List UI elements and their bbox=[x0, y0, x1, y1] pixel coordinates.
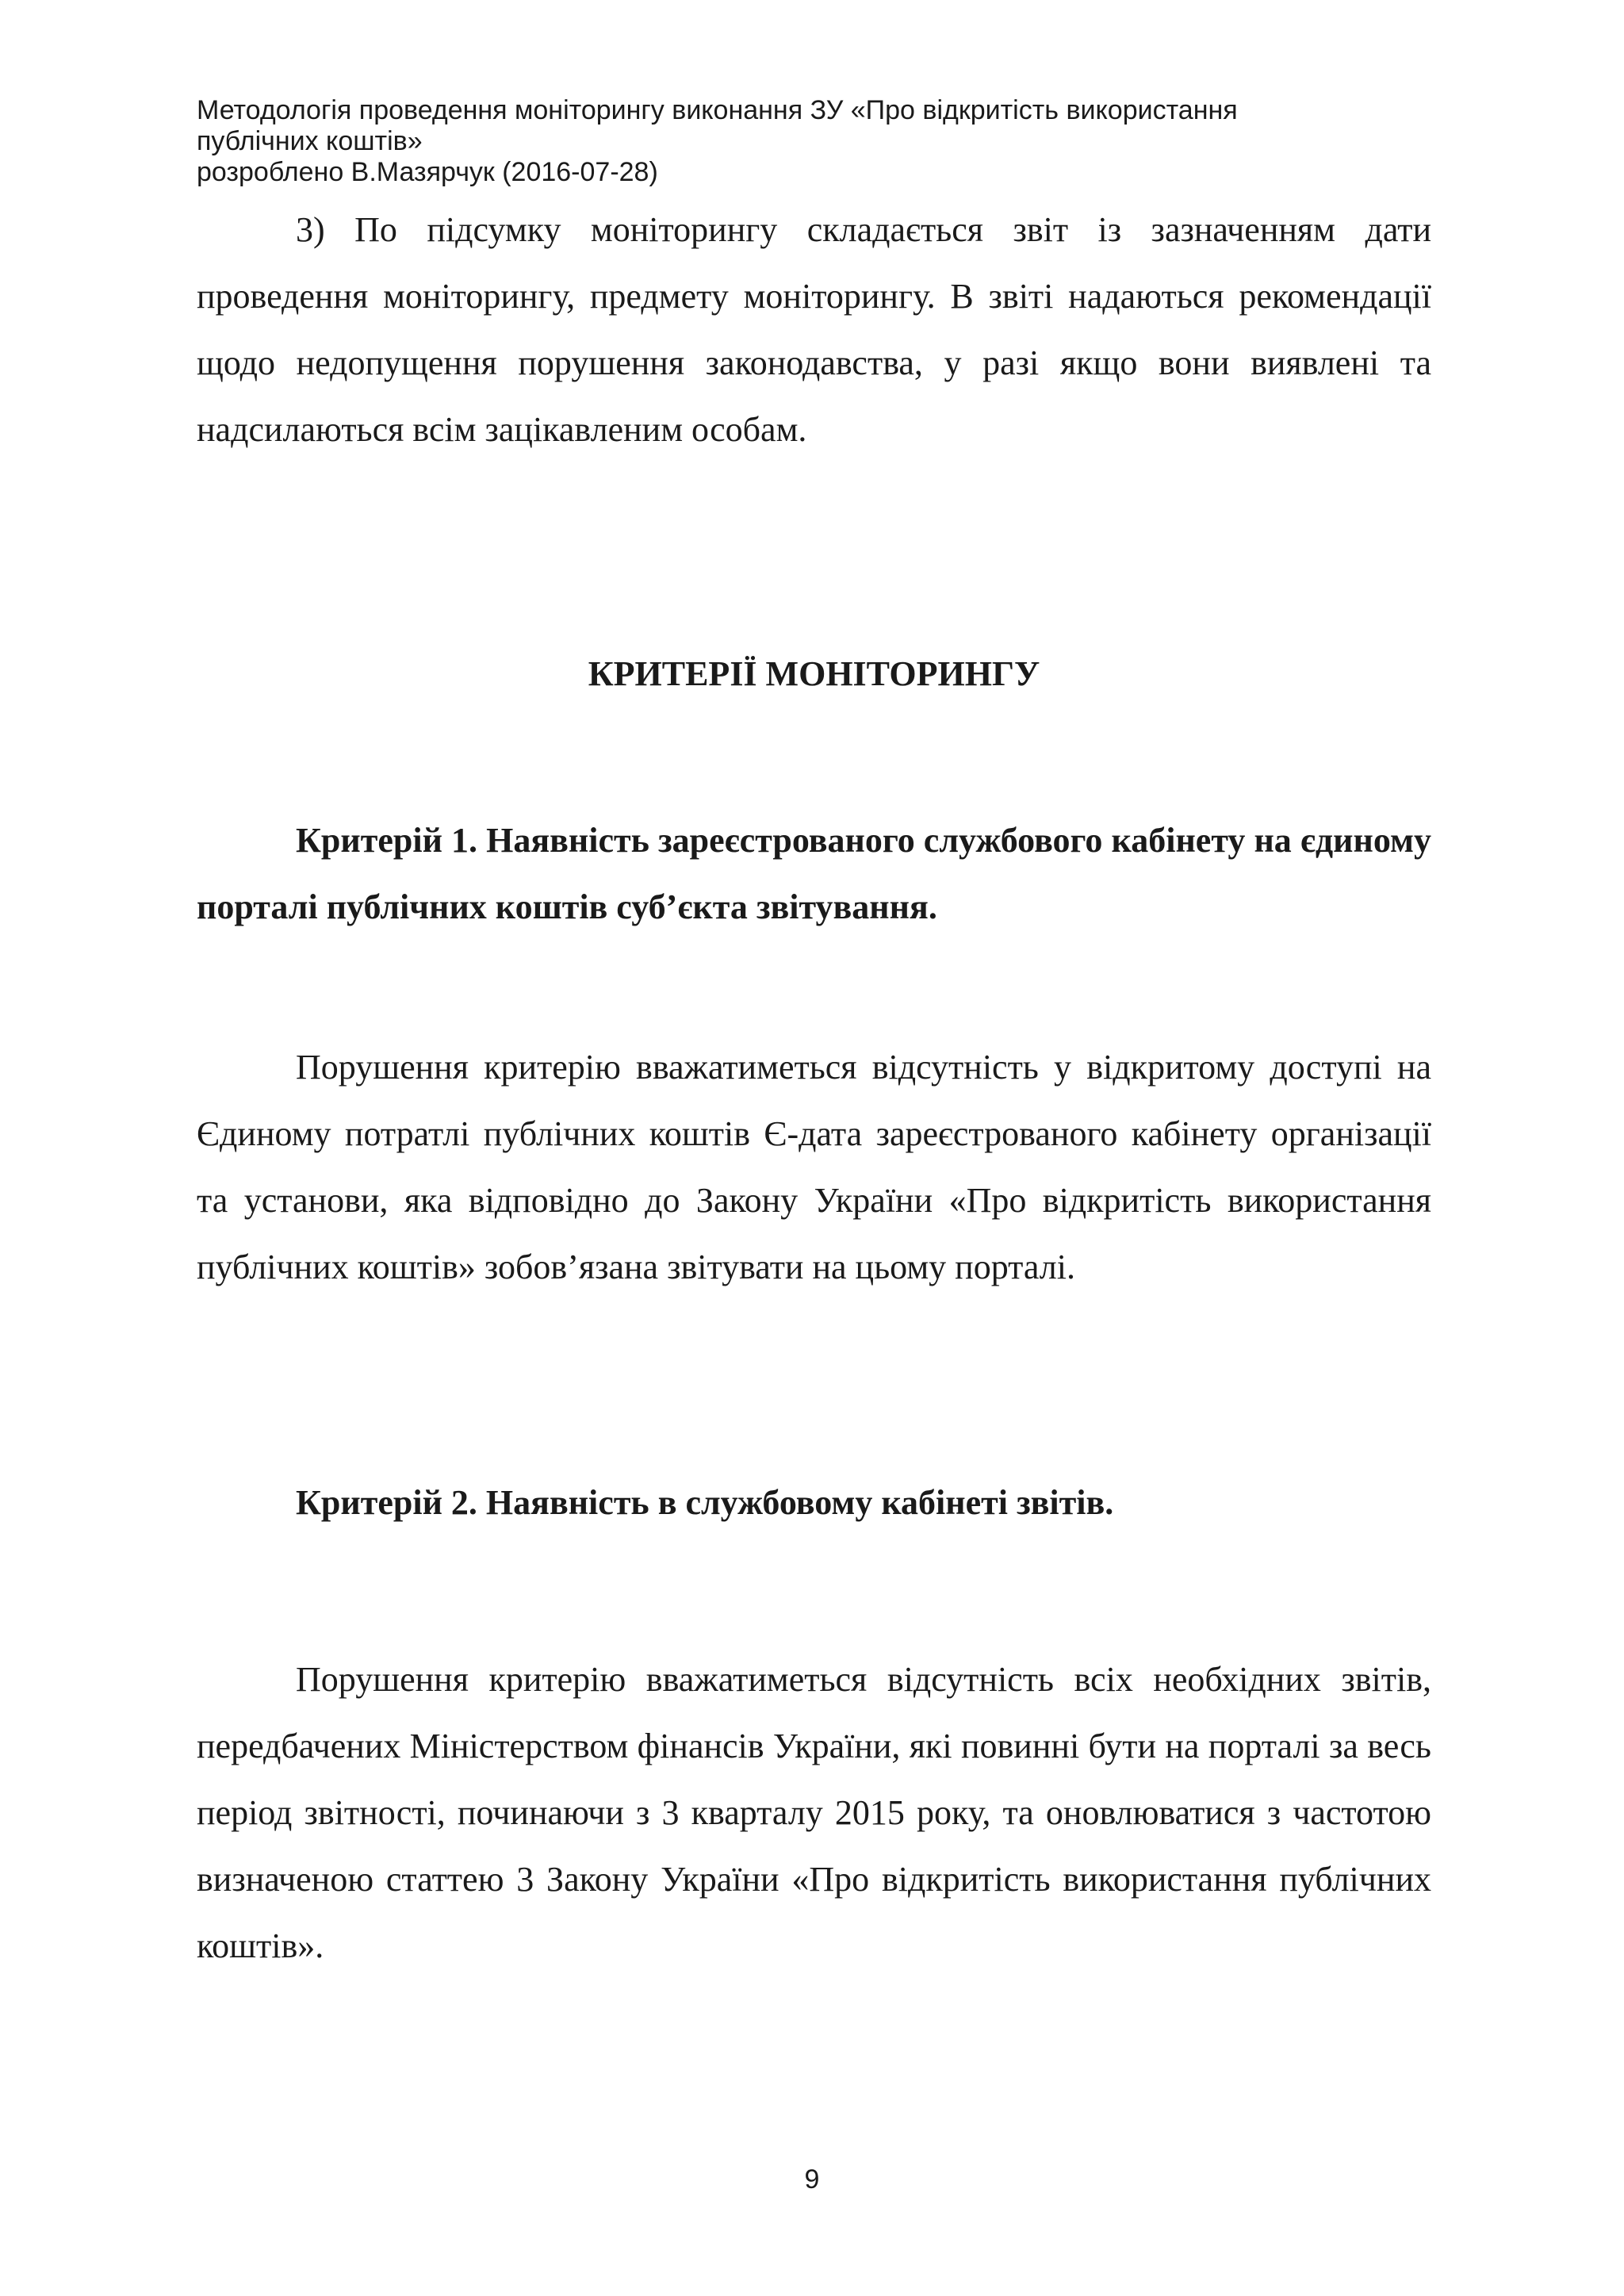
criterion-2-heading-block bbox=[197, 1470, 1431, 1536]
page-number: 9 bbox=[804, 2164, 820, 2194]
criterion-1-heading-block bbox=[197, 807, 1431, 941]
header-title-line-2: публічних коштів» bbox=[197, 126, 423, 156]
criterion-2-title: Критерій 2. Наявність в службовому кабінеті звітів. bbox=[296, 1483, 1114, 1522]
running-header bbox=[197, 95, 1434, 188]
criterion-1-description: Порушення критерію вважатиметься відсутність у відкритому доступі на Єдиному потратлі публічних коштів Є-дата зареєстрованого кабінету організації та установи, яка відповідно до Закону України «Про відкритість використання публічних коштів» зобов’язана звітувати на цьому порталі. bbox=[197, 1048, 1431, 1286]
intro-paragraph: 3) По підсумку моніторингу складається звіт із зазначенням дати проведення моніторингу, предмету моніторингу. В звіті надаються рекомендації щодо недопущення порушення законодавства, у разі якщо вони виявлені та надсилаються всім зацікавленим особам. bbox=[197, 210, 1431, 449]
intro-section bbox=[197, 197, 1431, 463]
criterion-2-description: Порушення критерію вважатиметься відсутність всіх необхідних звітів, передбачених Міністерством фінансів України, які повинні бути на порталі за весь період звітності, починаючи з 3 кварталу 2015 року, та оновлюватися з частотою визначеною статтею 3 Закону України «Про відкритість використання публічних коштів». bbox=[197, 1660, 1431, 1965]
header-title-line-1: Методологія проведення моніторингу виконання ЗУ «Про відкритість використання bbox=[197, 95, 1238, 125]
criterion-2-body bbox=[197, 1646, 1431, 1980]
criterion-1-title: Критерій 1. Наявність зареєстрованого службового кабінету на єдиному порталі публічних коштів суб’єкта звітування. bbox=[197, 821, 1431, 926]
criterion-1-body bbox=[197, 1034, 1431, 1301]
section-heading: КРИТЕРІЇ МОНІТОРИНГУ bbox=[588, 654, 1040, 693]
header-author-line: розроблено В.Мазярчук (2016-07-28) bbox=[197, 157, 658, 187]
